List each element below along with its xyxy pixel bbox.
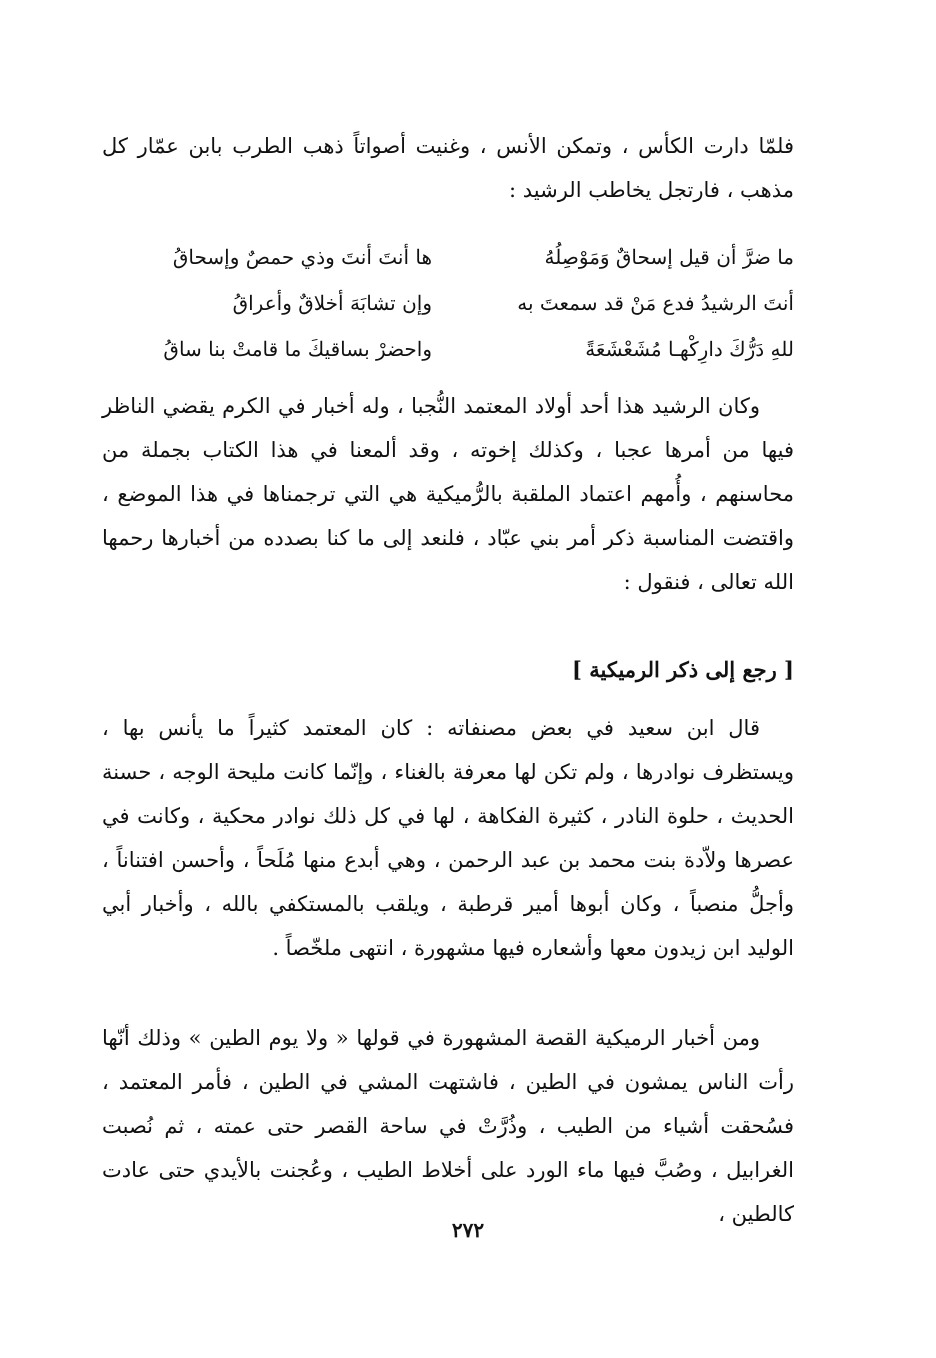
verse-1-first-hemistich: ما ضرَّ أن قيل إسحاقٌ وَمَوْصِلُهُ: [544, 245, 794, 269]
verse-line-1: [102, 234, 794, 280]
verse-2-second-hemistich: وإن تشابَهَ أخلاقٌ وأعراقُ: [232, 291, 432, 315]
section-heading: [ رجع إلى ذكر الرميكية ]: [572, 657, 794, 682]
verse-2-first-hemistich: أنتَ الرشيدُ فدع مَنْ قد سمعتَ به: [517, 291, 794, 315]
verse-line-2: [102, 280, 794, 326]
page-number: ٢٧٢: [451, 1218, 485, 1242]
verse-1-second-hemistich: ها أنتَ أنتَ وذي حمصٌ وإسحاقُ: [172, 245, 432, 269]
poem-verses: [102, 234, 794, 372]
verse-3-second-hemistich: واحضرْ بساقيكَ ما قامتْ بنا ساقُ: [163, 337, 432, 361]
verse-3-first-hemistich: للهِ دَرُّكَ دارِكْهـا مُشَعْشَعَةً: [585, 337, 794, 361]
paragraph-mud-story: ومن أخبار الرميكية القصة المشهورة في قولها « ولا يوم الطين » وذلك أنّها رأت الناس يمشون في الطين ، فاشتهت المشي في الطين ، فأمر المعتمد ، فسُحقت أشياء من الطيب ، وذُرَّتْ في ساحة القصر حتى عمته ، ثم نُصبت الغرابيل ، وصُبَّ فيها ماء الورد على أخلاط الطيب ، وعُجنت بالأيدي حتى عادت كالطين ،: [102, 1026, 794, 1226]
verse-line-3: [102, 326, 794, 372]
paragraph-ibn-said: قال ابن سعيد في بعض مصنفاته : كان المعتمد كثيراً ما يأنس بها ، ويستظرف نوادرها ، ولم تكن لها معرفة بالغناء ، وإنّما كانت مليحة الوجه ، حسنة الحديث ، حلوة النادر ، كثيرة الفكاهة ، لها في كل ذلك نوادر محكية ، وكانت في عصرها ولاّدة بنت محمد بن عبد الرحمن ، وهي أبدع منها مُلَحاً ، وأحسن افتناناً ، وأجلُّ منصباً ، وكان أبوها أمير قرطبة ، ويلقب بالمستكفي بالله ، وأخبار أبي الوليد ابن زيدون معها وأشعاره فيها مشهورة ، انتهى ملخّصاً .: [102, 716, 794, 960]
paragraph-intro: فلمّا دارت الكأس ، وتمكن الأنس ، وغنيت أصواتاً ذهب الطرب بابن عمّار كل مذهب ، فارتجل يخاطب الرشيد :: [102, 134, 794, 202]
paragraph-rashid: وكان الرشيد هذا أحد أولاد المعتمد النُّجبا ، وله أخبار في الكرم يقضي الناظر فيها من أمرها عجبا ، وكذلك إخوته ، وقد ألمعنا في هذا الكتاب بجملة من محاسنهم ، وأُمهم اعتماد الملقبة بالرُّميكية هي التي ترجمناها في هذا الموضع ، واقتضت المناسبة ذكر أمر بني عبّاد ، فلنعد إلى ما كنا بصدده من أخبارها رحمها الله تعالى ، فنقول :: [102, 394, 794, 594]
